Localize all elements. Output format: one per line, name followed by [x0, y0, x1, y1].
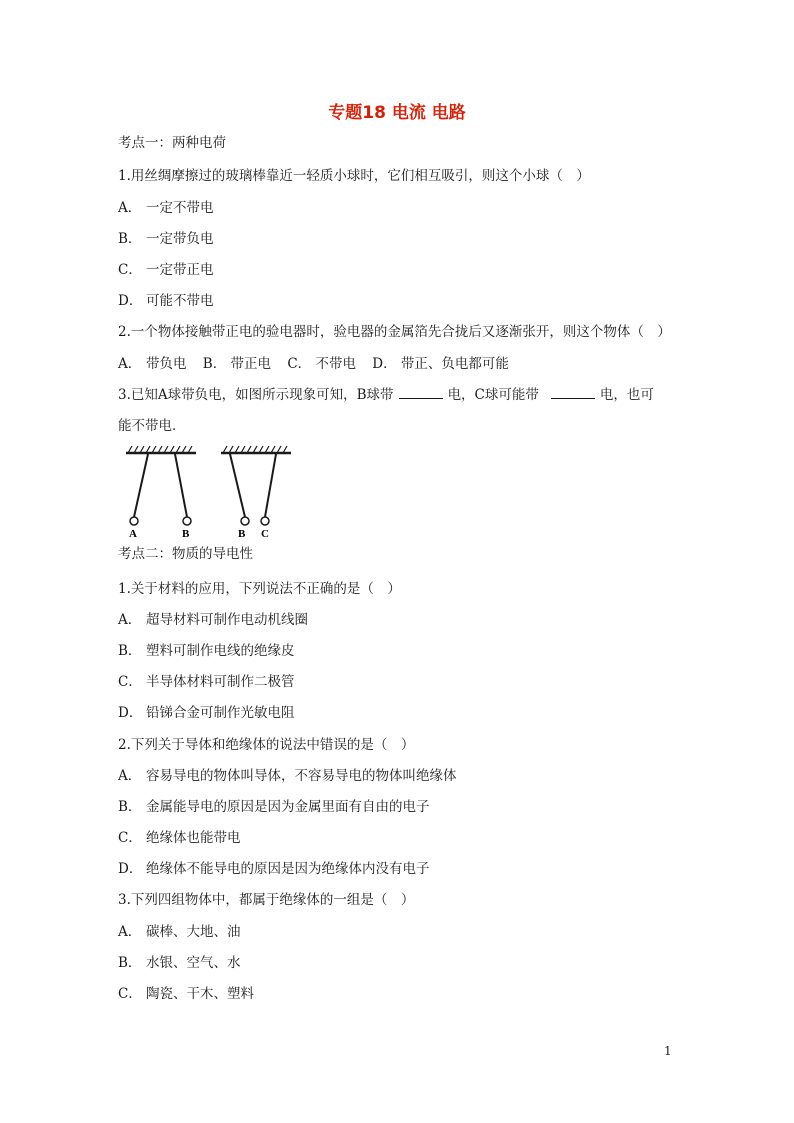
- ball-c: [261, 517, 269, 525]
- option-text: 不带电: [315, 356, 356, 372]
- question-2-3-stem: 3.下列四组物体中，都属于绝缘体的一组是（ ）: [118, 892, 415, 908]
- option-label: D．: [118, 705, 143, 721]
- option-label: C．: [118, 262, 142, 278]
- option-text: 绝缘体也能带电: [146, 830, 241, 846]
- option-label: C．: [118, 986, 142, 1002]
- option-label: A．: [118, 924, 142, 940]
- question-2-1-stem: 1.关于材料的应用，下列说法不正确的是（ ）: [118, 581, 401, 597]
- stem-part: 电，C球可能带: [447, 387, 539, 403]
- option-label: C．: [118, 830, 142, 846]
- option-label: B．: [118, 799, 142, 815]
- question-1-2-option-d[interactable]: [372, 356, 509, 372]
- option-text: 陶瓷、干木、塑料: [146, 986, 254, 1002]
- question-2-1-option-d[interactable]: [118, 704, 295, 722]
- option-label: D．: [372, 356, 397, 372]
- answer-blank-b[interactable]: [399, 386, 443, 399]
- question-2-2-option-b[interactable]: [118, 798, 430, 816]
- option-label: B．: [118, 643, 142, 659]
- option-label: C．: [118, 674, 142, 690]
- question-1-3-stem: [118, 386, 654, 404]
- question-2-1-option-c[interactable]: [118, 673, 295, 691]
- option-text: 带正电: [230, 356, 272, 372]
- option-text: 金属能导电的原因是因为金属里面有自由的电子: [146, 799, 430, 815]
- question-2-3-option-b[interactable]: [118, 954, 241, 972]
- question-1-2-options: [118, 355, 509, 373]
- question-1-2-option-b[interactable]: [203, 356, 271, 372]
- option-label: A．: [118, 356, 142, 372]
- question-1-1-option-b[interactable]: [118, 230, 214, 248]
- label-c: C: [261, 528, 269, 540]
- label-b2: B: [238, 528, 246, 540]
- question-1-2-stem: 2.一个物体接触带正电的验电器时，验电器的金属箔先合拢后又逐渐张开，则这个物体（ ）: [118, 324, 671, 340]
- ceiling-left: [126, 446, 196, 453]
- option-text: 一定不带电: [146, 200, 214, 216]
- option-text: 超导材料可制作电动机线圈: [146, 612, 308, 628]
- question-1-1-stem: 1.用丝绸摩擦过的玻璃棒靠近一轻质小球时，它们相互吸引，则这个小球（ ）: [118, 168, 590, 184]
- option-label: A．: [118, 612, 142, 628]
- stem-part: 3.已知A球带负电，如图所示现象可知，B球带: [118, 387, 394, 403]
- question-2-2-stem: 2.下列关于导体和绝缘体的说法中错误的是（ ）: [118, 737, 415, 753]
- option-label: B．: [118, 955, 142, 971]
- question-1-3-stem-cont: 能不带电．: [118, 418, 186, 434]
- thread-b: [175, 454, 187, 517]
- option-text: 水银、空气、水: [146, 955, 241, 971]
- section-heading-1: 考点一：两种电荷: [118, 135, 226, 151]
- page-number: 1: [664, 1044, 672, 1058]
- question-1-1-option-a[interactable]: [118, 199, 214, 217]
- option-label: B．: [118, 231, 142, 247]
- option-text: 一定带负电: [146, 231, 214, 247]
- question-2-2-option-c[interactable]: [118, 829, 241, 847]
- option-text: 铅锑合金可制作光敏电阻: [146, 705, 295, 721]
- ceiling-right: [221, 446, 291, 453]
- question-2-1-option-b[interactable]: [118, 642, 295, 660]
- label-b: B: [182, 528, 190, 540]
- option-text: 容易导电的物体叫导体，不容易导电的物体叫绝缘体: [146, 768, 457, 784]
- question-1-1-option-d[interactable]: [118, 292, 214, 310]
- option-label: A．: [118, 200, 142, 216]
- question-1-2-option-a[interactable]: [118, 356, 187, 372]
- question-1-2-option-c[interactable]: [287, 356, 356, 372]
- option-text: 碳棒、大地、油: [146, 924, 241, 940]
- option-text: 可能不带电: [146, 293, 214, 309]
- ball-b2: [241, 517, 249, 525]
- question-2-3-option-c[interactable]: [118, 985, 254, 1003]
- option-text: 塑料可制作电线的绝缘皮: [146, 643, 295, 659]
- answer-blank-c[interactable]: [551, 386, 595, 399]
- hanging-balls-figure: [124, 440, 299, 540]
- thread-b2: [230, 454, 245, 517]
- option-label: D．: [118, 861, 143, 877]
- option-text: 半导体材料可制作二极管: [146, 674, 295, 690]
- option-text: 一定带正电: [146, 262, 214, 278]
- question-2-2-option-d[interactable]: [118, 860, 430, 878]
- section-heading-2: 考点二：物质的导电性: [118, 546, 253, 562]
- question-2-3-option-a[interactable]: [118, 923, 241, 941]
- ball-b: [183, 517, 191, 525]
- thread-a: [134, 454, 148, 517]
- ball-a: [130, 517, 138, 525]
- question-2-2-option-a[interactable]: [118, 767, 457, 785]
- option-label: A．: [118, 768, 142, 784]
- question-2-1-option-a[interactable]: [118, 611, 308, 629]
- question-1-1-option-c[interactable]: [118, 261, 214, 279]
- option-text: 带负电: [146, 356, 187, 372]
- option-text: 绝缘体不能导电的原因是因为绝缘体内没有电子: [146, 861, 430, 877]
- option-text: 带正、负电都可能: [400, 356, 509, 372]
- thread-c: [265, 454, 276, 517]
- option-label: D．: [118, 293, 143, 309]
- option-label: C．: [287, 356, 312, 372]
- option-label: B．: [202, 356, 227, 372]
- page-title: 专题18 电流 电路: [328, 103, 466, 123]
- stem-part: 电，也可: [599, 387, 654, 403]
- label-a: A: [129, 528, 137, 540]
